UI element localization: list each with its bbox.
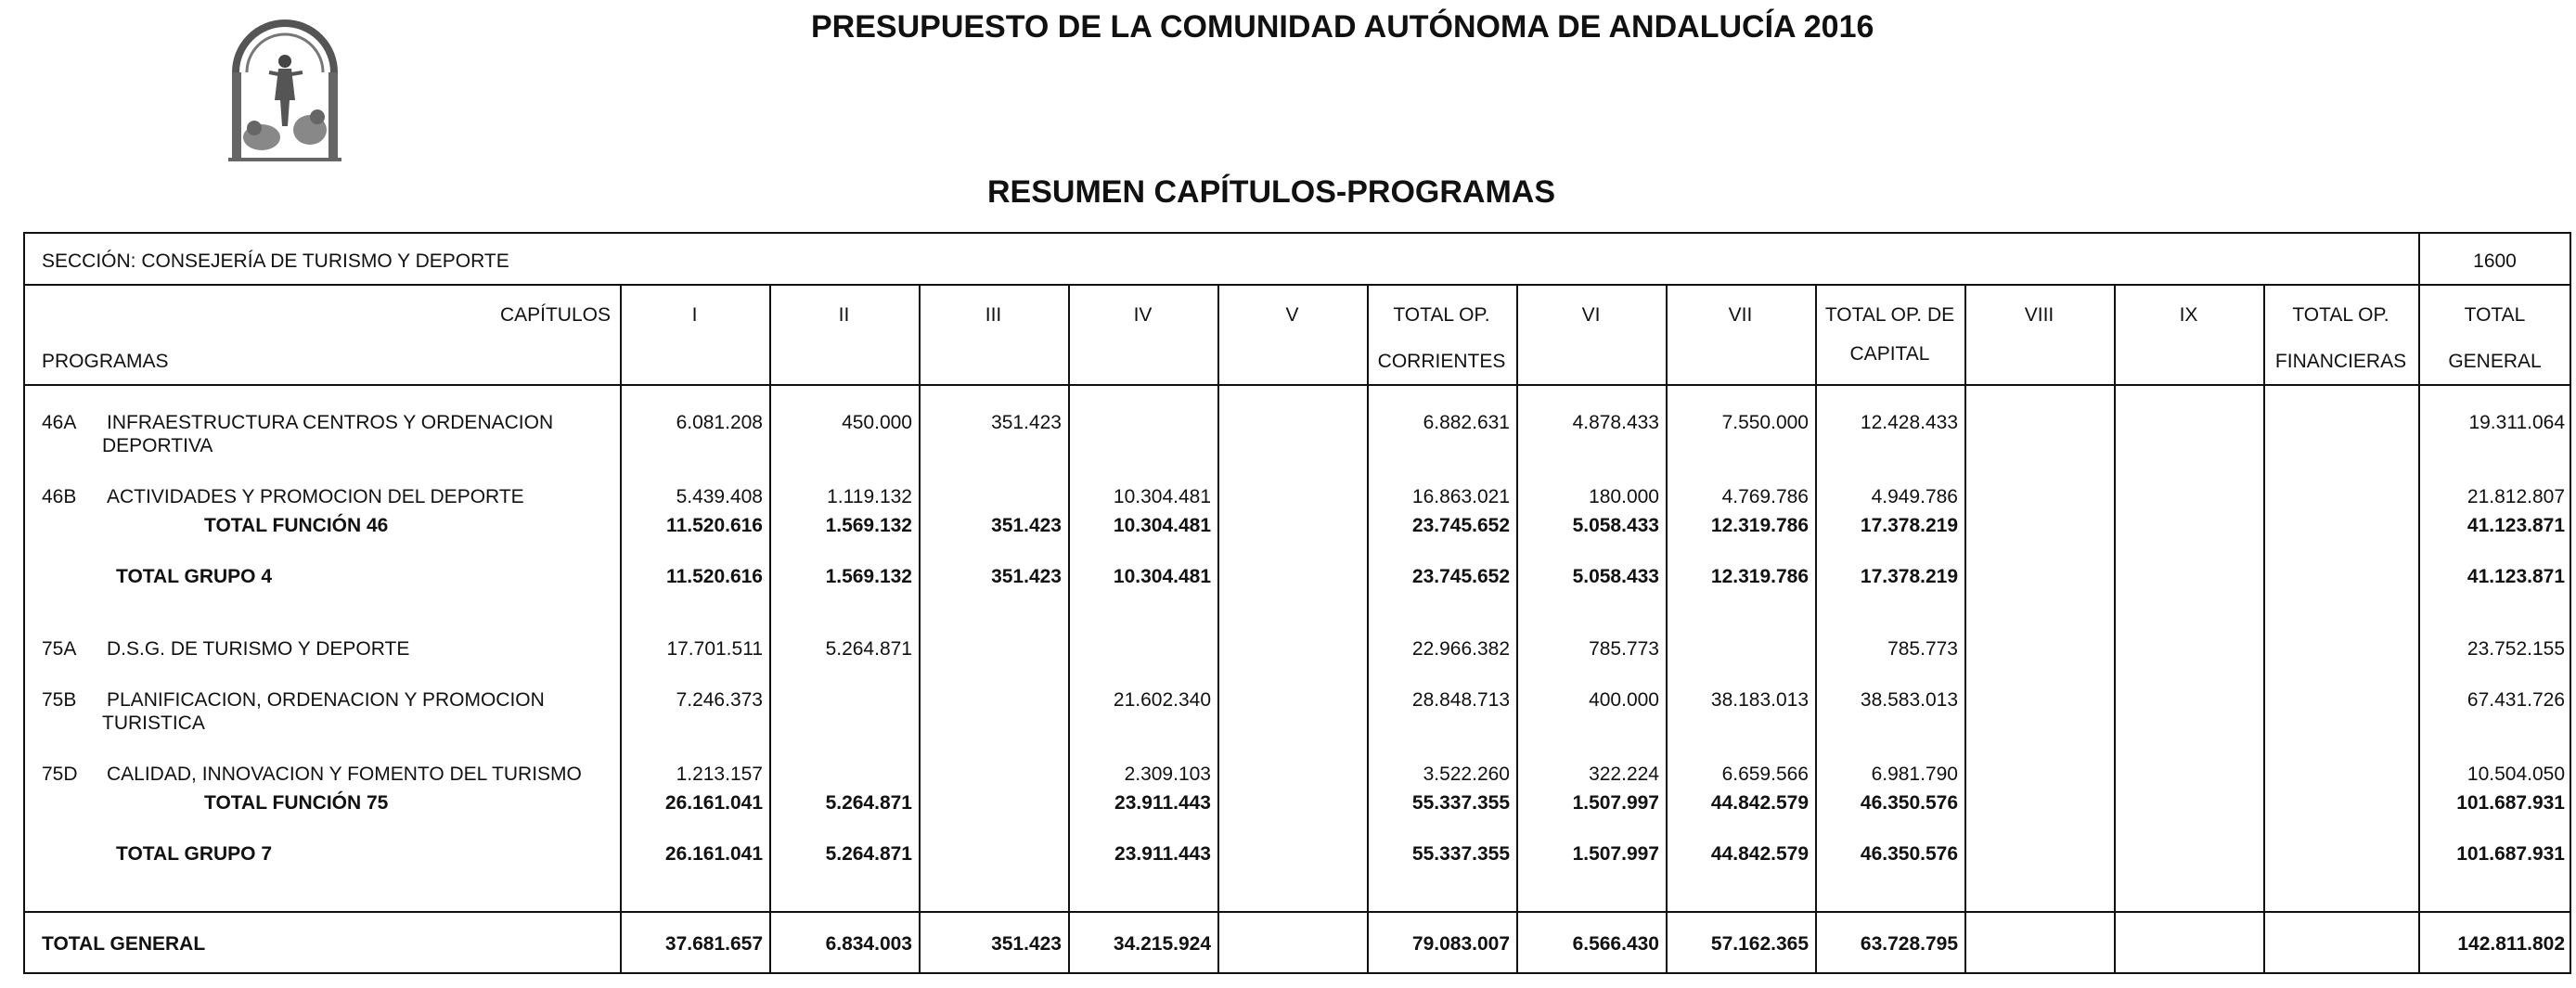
table-cell-value: 10.304.481 (1113, 486, 1211, 507)
header-total-op-corrientes-2: CORRIENTES (1377, 351, 1506, 372)
header-cap-ix: IX (2179, 304, 2198, 326)
program-name-continued: TURISTICA (102, 712, 205, 734)
table-divider (23, 911, 2571, 913)
table-cell-value: 322.224 (1589, 763, 1659, 785)
table-cell-value: 351.423 (991, 566, 1062, 587)
table-cell-value: 41.123.871 (2467, 515, 2565, 536)
program-name: INFRAESTRUCTURA CENTROS Y ORDENACION (107, 412, 554, 433)
table-cell-value: 21.812.807 (2467, 486, 2565, 507)
table-cell-value: 23.752.155 (2467, 638, 2565, 660)
table-cell-value: 11.520.616 (666, 515, 763, 536)
table-cell-value: 2.309.103 (1124, 763, 1211, 785)
table-cell-value: 1.119.132 (827, 486, 912, 507)
program-name-continued: DEPORTIVA (102, 435, 213, 456)
table-cell-value: 21.602.340 (1113, 689, 1211, 711)
header-total-general-2: GENERAL (2448, 351, 2542, 372)
table-cell-value: 23.911.443 (1114, 843, 1211, 865)
table-divider (1815, 284, 1817, 974)
table-cell-value: 38.183.013 (1710, 689, 1809, 711)
table-cell-value: 4.769.786 (1721, 486, 1809, 507)
total-general-value: 34.215.924 (1113, 933, 1211, 955)
header-total-op-financieras-2: FINANCIERAS (2274, 351, 2407, 372)
header-cap-vii: VII (1728, 304, 1753, 326)
table-frame (23, 232, 2571, 974)
document-subtitle: RESUMEN CAPÍTULOS-PROGRAMAS (987, 174, 1556, 210)
header-total-op-capital-1: TOTAL OP. DE (1824, 304, 1955, 326)
table-cell-value: 55.337.355 (1411, 843, 1510, 865)
table-cell-value: 351.423 (991, 515, 1062, 536)
header-capitulos: CAPÍTULOS (499, 304, 611, 326)
table-divider (769, 284, 771, 974)
table-divider (1666, 284, 1668, 974)
table-divider (23, 284, 2571, 286)
table-cell-value: 26.161.041 (664, 792, 763, 814)
table-divider (1516, 284, 1518, 974)
header-cap-i: I (691, 304, 698, 326)
table-cell-value: 12.319.786 (1710, 566, 1809, 587)
table-cell-value: 400.000 (1589, 689, 1659, 711)
table-cell-value: 12.428.433 (1860, 412, 1958, 433)
table-cell-value: 101.687.931 (2456, 792, 2565, 814)
table-cell-value: 6.981.790 (1871, 763, 1958, 785)
table-divider (2114, 284, 2116, 974)
table-cell-value: 38.583.013 (1860, 689, 1958, 711)
table-cell-value: 5.439.408 (676, 486, 763, 507)
table-cell-value: 10.304.481 (1113, 515, 1211, 536)
total-general-value: 57.162.365 (1710, 933, 1809, 955)
table-cell-value: 101.687.931 (2456, 843, 2565, 865)
header-cap-v: V (1285, 304, 1299, 326)
table-cell-value: 17.701.511 (666, 638, 763, 660)
table-divider (620, 284, 622, 974)
program-code: 75D (42, 763, 78, 785)
table-divider (23, 384, 2571, 386)
table-cell-value: 4.878.433 (1572, 412, 1659, 433)
total-row-label: TOTAL GRUPO 4 (116, 566, 273, 587)
andalucia-coat-of-arms-logo (226, 7, 343, 163)
program-code: 46A (42, 412, 77, 433)
table-cell-value: 785.773 (1589, 638, 1659, 660)
table-cell-value: 44.842.579 (1710, 792, 1809, 814)
table-cell-value: 4.949.786 (1871, 486, 1958, 507)
table-cell-value: 1.507.997 (1572, 792, 1659, 814)
section-label: SECCIÓN: CONSEJERÍA DE TURISMO Y DEPORTE (42, 250, 509, 272)
table-cell-value: 16.863.021 (1411, 486, 1510, 507)
table-cell-value: 1.569.132 (825, 515, 912, 536)
table-cell-value: 23.745.652 (1411, 515, 1510, 536)
table-cell-value: 450.000 (842, 412, 912, 433)
table-cell-value: 23.745.652 (1411, 566, 1510, 587)
total-general-value: 351.423 (991, 933, 1062, 955)
program-code: 75B (42, 689, 77, 711)
table-divider (919, 284, 921, 974)
table-cell-value: 11.520.616 (666, 566, 763, 587)
total-row-label: TOTAL FUNCIÓN 46 (204, 515, 389, 536)
table-cell-value: 44.842.579 (1710, 843, 1809, 865)
table-cell-value: 1.569.132 (825, 566, 912, 587)
table-cell-value: 55.337.355 (1411, 792, 1510, 814)
header-cap-ii: II (838, 304, 850, 326)
table-cell-value: 5.264.871 (825, 638, 912, 660)
table-cell-value: 5.058.433 (1572, 515, 1659, 536)
table-cell-value: 10.304.481 (1113, 566, 1211, 587)
header-cap-iv: IV (1133, 304, 1153, 326)
table-cell-value: 19.311.064 (2468, 412, 2565, 433)
table-cell-value: 6.882.631 (1423, 412, 1510, 433)
header-cap-iii: III (985, 304, 1002, 326)
total-row-label: TOTAL FUNCIÓN 75 (204, 792, 389, 814)
table-cell-value: 6.659.566 (1721, 763, 1809, 785)
program-name: CALIDAD, INNOVACION Y FOMENTO DEL TURISMO (107, 763, 582, 785)
table-cell-value: 5.264.871 (825, 843, 912, 865)
table-cell-value: 351.423 (991, 412, 1062, 433)
total-general-value: 79.083.007 (1411, 933, 1510, 955)
section-code: 1600 (2473, 250, 2517, 272)
program-code: 75A (42, 638, 77, 660)
table-cell-value: 1.507.997 (1572, 843, 1659, 865)
table-cell-value: 12.319.786 (1710, 515, 1809, 536)
table-cell-value: 41.123.871 (2467, 566, 2565, 587)
header-total-op-financieras-1: TOTAL OP. (2292, 304, 2389, 326)
table-cell-value: 5.058.433 (1572, 566, 1659, 587)
total-general-value: 63.728.795 (1860, 933, 1958, 955)
total-general-value: 6.566.430 (1572, 933, 1659, 955)
table-cell-value: 1.213.157 (676, 763, 763, 785)
header-total-op-capital-2: CAPITAL (1849, 343, 1930, 365)
table-cell-value: 7.246.373 (676, 689, 763, 711)
table-cell-value: 785.773 (1887, 638, 1958, 660)
table-divider (1217, 284, 1219, 974)
table-cell-value: 23.911.443 (1114, 792, 1211, 814)
table-cell-value: 28.848.713 (1411, 689, 1510, 711)
total-row-label: TOTAL GRUPO 7 (116, 843, 273, 865)
table-divider (2263, 284, 2265, 974)
total-general-value: 142.811.802 (2457, 933, 2565, 955)
table-cell-value: 5.264.871 (825, 792, 912, 814)
table-divider (2418, 232, 2420, 974)
table-cell-value: 7.550.000 (1721, 412, 1809, 433)
table-cell-value: 180.000 (1589, 486, 1659, 507)
total-general-value: 6.834.003 (825, 933, 912, 955)
table-cell-value: 17.378.219 (1860, 515, 1958, 536)
header-total-op-corrientes-1: TOTAL OP. (1393, 304, 1490, 326)
total-general-label: TOTAL GENERAL (42, 933, 206, 955)
header-programas: PROGRAMAS (42, 351, 169, 372)
program-name: ACTIVIDADES Y PROMOCION DEL DEPORTE (107, 486, 524, 507)
table-divider (1367, 284, 1369, 974)
table-cell-value: 17.378.219 (1860, 566, 1958, 587)
table-cell-value: 3.522.260 (1423, 763, 1510, 785)
program-name: D.S.G. DE TURISMO Y DEPORTE (107, 638, 410, 660)
table-divider (1068, 284, 1070, 974)
header-cap-vi: VI (1581, 304, 1601, 326)
table-cell-value: 46.350.576 (1860, 843, 1958, 865)
table-cell-value: 67.431.726 (2467, 689, 2565, 711)
table-cell-value: 22.966.382 (1411, 638, 1510, 660)
header-cap-viii: VIII (2024, 304, 2054, 326)
table-cell-value: 6.081.208 (676, 412, 763, 433)
table-divider (1964, 284, 1966, 974)
table-cell-value: 46.350.576 (1860, 792, 1958, 814)
total-general-value: 37.681.657 (664, 933, 763, 955)
header-total-general-1: TOTAL (2464, 304, 2526, 326)
table-cell-value: 10.504.050 (2467, 763, 2565, 785)
program-name: PLANIFICACION, ORDENACION Y PROMOCION (107, 689, 545, 711)
table-cell-value: 26.161.041 (664, 843, 763, 865)
program-code: 46B (42, 486, 77, 507)
